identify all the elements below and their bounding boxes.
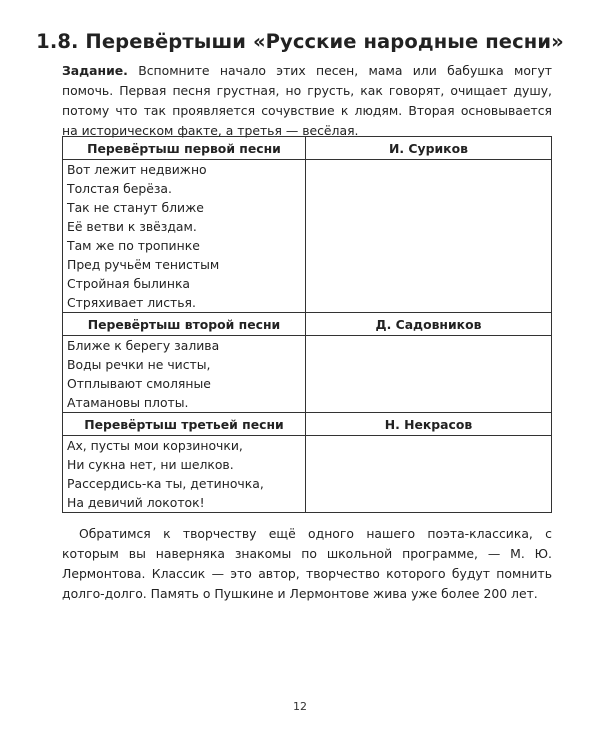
- verse-line: Толстая берёза.: [67, 181, 172, 196]
- verse-line: Там же по тропинке: [67, 238, 200, 253]
- verse-line: Стряхивает листья.: [67, 295, 196, 310]
- table-header-row-1: [63, 137, 552, 160]
- table-header-row-2: [63, 313, 552, 336]
- page-number: 12: [293, 700, 307, 713]
- answer-cell-3[interactable]: [306, 436, 552, 513]
- section-author-1: И. Суриков: [306, 137, 552, 160]
- section-author-2: Д. Садовников: [306, 313, 552, 336]
- section-header-1: Перевёртыш первой песни: [63, 137, 306, 160]
- answer-cell-2[interactable]: [306, 336, 552, 413]
- section-header-3: Перевёртыш третьей песни: [63, 413, 306, 436]
- verse-cell-1: [63, 160, 306, 313]
- verse-line: Её ветви к звёздам.: [67, 219, 197, 234]
- verse-line: Так не станут ближе: [67, 200, 204, 215]
- task-text: Вспомните начало этих песен, мама или бабушка могут помочь. Первая песня грустная, но грусть, как говорят, очищает душу, потому что так проявляется сочувствие к людям. Вторая основывается на историческом факте, а третья — весёлая.: [62, 63, 552, 138]
- verse-cell-2: [63, 336, 306, 413]
- verse-line: Пред ручьём тенистым: [67, 257, 220, 272]
- verse-cell-3: [63, 436, 306, 513]
- verse-line: Атамановы плоты.: [67, 395, 189, 410]
- closing-paragraph: Обратимся к творчеству ещё одного нашего поэта-классика, с которым вы наверняка знакомы по школьной программе, — М. Ю. Лермонтова. Классик — это автор, творчество которого будут помнить долго-долго. Память о Пушкине и Лермонтове жива уже более 200 лет.: [62, 526, 552, 601]
- verse-line: Ах, пусты мои корзиночки,: [67, 438, 243, 453]
- table-row-1: [63, 160, 552, 313]
- verse-line: Воды речки не чисты,: [67, 357, 211, 372]
- table-row-2: [63, 336, 552, 413]
- verse-line: На девичий локоток!: [67, 495, 205, 510]
- verse-line: Вот лежит недвижно: [67, 162, 207, 177]
- task-label: Задание.: [62, 63, 128, 78]
- answer-cell-1[interactable]: [306, 160, 552, 313]
- verse-line: Отплывают смоляные: [67, 376, 211, 391]
- task-paragraph: [62, 61, 552, 141]
- verse-line: Рассердись-ка ты, детиночка,: [67, 476, 264, 491]
- verse-line: Ближе к берегу залива: [67, 338, 220, 353]
- verse-line: Стройная былинка: [67, 276, 191, 291]
- section-header-2: Перевёртыш второй песни: [63, 313, 306, 336]
- page-title: 1.8. Перевёртыши «Русские народные песни»: [36, 30, 564, 53]
- section-author-3: Н. Некрасов: [306, 413, 552, 436]
- verse-line: Ни сукна нет, ни шелков.: [67, 457, 234, 472]
- table-row-3: [63, 436, 552, 513]
- songs-table: [62, 136, 552, 513]
- table-header-row-3: [63, 413, 552, 436]
